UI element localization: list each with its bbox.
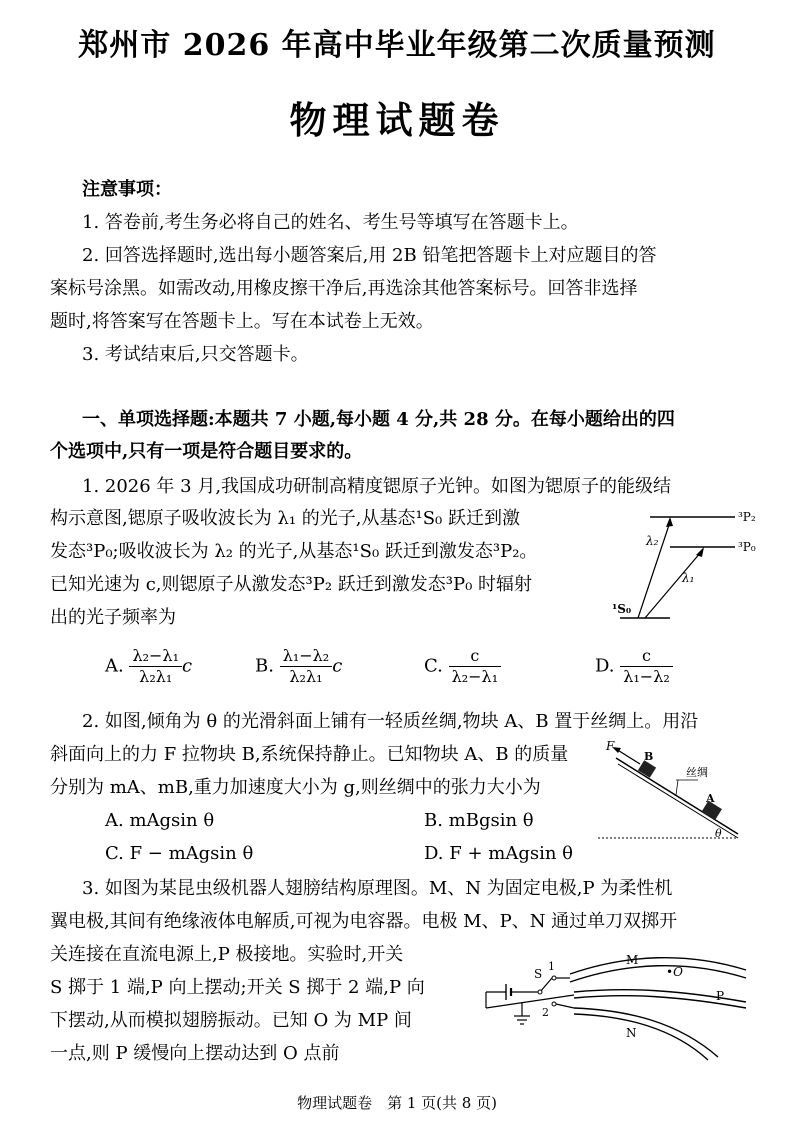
q1-option-b-tail: c [332,655,343,677]
label-p: P [716,989,725,1003]
q1-option-b-denominator: λ₂λ₁ [289,667,323,686]
q1-line-3: 发态³P₀;吸收波长为 λ₂ 的光子,从基态¹S₀ 跃迁到激发态³P₂。 [50,541,538,562]
q2-option-b: B. mBgsin θ [424,810,534,831]
q1-option-a-denominator: λ₂λ₁ [139,667,173,686]
q1-option-c-label: C. [424,655,443,677]
energy-level-diagram [600,500,780,630]
q1-option-a-label: A. [105,655,124,677]
label-contact-2: 2 [542,1006,549,1019]
lambda1-arrowhead [696,547,704,557]
q1-option-b [255,646,342,687]
q1-option-d-denominator: λ₁−λ₂ [623,667,670,686]
q1-option-b-fraction [280,646,333,687]
section-1-heading-line-2: 个选项中,只有一项是符合题目要求的。 [50,441,363,462]
q2-line-1: 2. 如图,倾角为 θ 的光滑斜面上铺有一轻质丝绸,物块 A、B 置于丝绸上。用沿 [82,711,699,732]
q1-line-5: 出的光子频率为 [50,607,176,628]
label-s: S [534,967,543,981]
silk-pointer-leg [676,780,678,795]
notice-item-1: 1. 答卷前,考生务必将自己的姓名、考生号等填写在答题卡上。 [82,212,579,233]
incline-surface [616,758,738,834]
q1-option-d-numerator: c [620,646,673,667]
switch-contact-1 [552,976,556,980]
label-lambda1: λ₁ [682,571,695,585]
q2-line-2: 斜面向上的力 F 拉物块 B,系统保持静止。已知物块 A、B 的质量 [50,744,569,765]
q3-line-4: S 掷于 1 端,P 向上摆动;开关 S 掷于 2 端,P 向 [50,977,425,998]
q1-line-1: 1. 2026 年 3 月,我国成功研制高精度锶原子光钟。如图为锶原子的能级结 [82,476,672,497]
notice-item-2-line-2: 案标号涂黑。如需改动,用橡皮擦干净后,再选涂其他答案标号。回答非选择 [50,278,638,299]
q1-option-b-numerator: λ₁−λ₂ [280,646,333,667]
q3-line-6: 一点,则 P 缓慢向上摆动达到 O 点前 [50,1043,340,1064]
lambda2-arrowhead [666,517,673,527]
q2-option-a: A. mAgsin θ [105,810,215,831]
q1-option-c [424,646,501,687]
label-silk: 丝绸 [686,766,708,779]
label-m: M [626,953,639,967]
q2-option-d: D. F + mAgsin θ [424,843,573,864]
label-contact-1: 1 [548,960,555,973]
notice-item-2-line-3: 题时,将答案写在答题卡上。写在本试卷上无效。 [50,311,434,332]
q2-option-c: C. F − mAgsin θ [105,843,254,864]
q1-option-d [595,646,673,687]
q1-line-2: 构示意图,锶原子吸收波长为 λ₁ 的光子,从基态¹S₀ 跃迁到激 [50,508,520,529]
label-3p0: ³P₀ [738,540,756,554]
label-theta: θ [715,827,722,840]
label-b: B [644,750,654,763]
q1-line-4: 已知光速为 c,则锶原子从激发态³P₂ 跃迁到激发态³P₀ 时辐射 [50,574,533,595]
incline-diagram [598,738,748,844]
lambda1-arrow [645,552,701,618]
label-a: A [706,792,715,805]
label-o: •O [666,965,683,979]
wire-to-n [556,1004,574,1008]
q1-option-d-fraction [620,646,673,687]
q2-line-3: 分别为 mA、mB,重力加速度大小为 g,则丝绸中的张力大小为 [50,777,541,798]
exam-title: 郑州市 2026 年高中毕业年级第二次质量预测 [78,28,716,63]
q3-line-2: 翼电极,其间有绝缘液体电解质,可视为电容器。电极 M、P、N 通过单刀双掷开 [50,911,678,932]
exam-subtitle: 物理试题卷 [289,98,505,142]
q1-option-c-numerator: c [449,646,502,667]
switch-pivot [538,990,542,994]
q1-option-c-fraction [449,646,502,687]
page-footer: 物理试题卷 第 1 页(共 8 页) [297,1094,497,1112]
electrode-n-lower [574,1014,708,1060]
switch-contact-2 [552,1002,556,1006]
q1-option-a-numerator: λ₂−λ₁ [129,646,182,667]
q1-option-d-label: D. [595,655,615,677]
q3-line-3: 关连接在直流电源上,P 极接地。实验时,开关 [50,944,404,965]
label-n: N [626,1026,637,1040]
force-f-arrow [616,749,640,764]
notice-item-2-line-1: 2. 回答选择题时,选出每小题答案后,用 2B 铅笔把答题卡上对应题目的答 [82,245,657,266]
q1-option-a [105,646,192,687]
label-lambda2: λ₂ [646,534,659,548]
notice-heading: 注意事项： [82,179,172,200]
label-3p2: ³P₂ [738,510,756,524]
wing-circuit-diagram [478,942,758,1062]
q3-line-1: 3. 如图为某昆虫级机器人翅膀结构原理图。M、N 为固定电极,P 为柔性机 [82,878,673,899]
label-f: F [606,739,615,753]
wire-to-p [486,995,574,1008]
q1-option-a-fraction [129,646,182,687]
notice-item-3: 3. 考试结束后,只交答题卡。 [82,344,309,365]
q1-option-b-label: B. [255,655,274,677]
section-1-heading-line-1: 一、单项选择题:本题共 7 小题,每小题 4 分,共 28 分。在每小题给出的四 [82,409,675,430]
q3-line-5: 下摆动,从而模拟翅膀振动。已知 O 为 MP 间 [50,1010,412,1031]
q1-option-a-tail: c [181,655,193,677]
q1-option-c-denominator: λ₂−λ₁ [451,667,499,686]
label-1s0: ¹S₀ [612,602,632,616]
electrode-m-lower [570,966,746,982]
